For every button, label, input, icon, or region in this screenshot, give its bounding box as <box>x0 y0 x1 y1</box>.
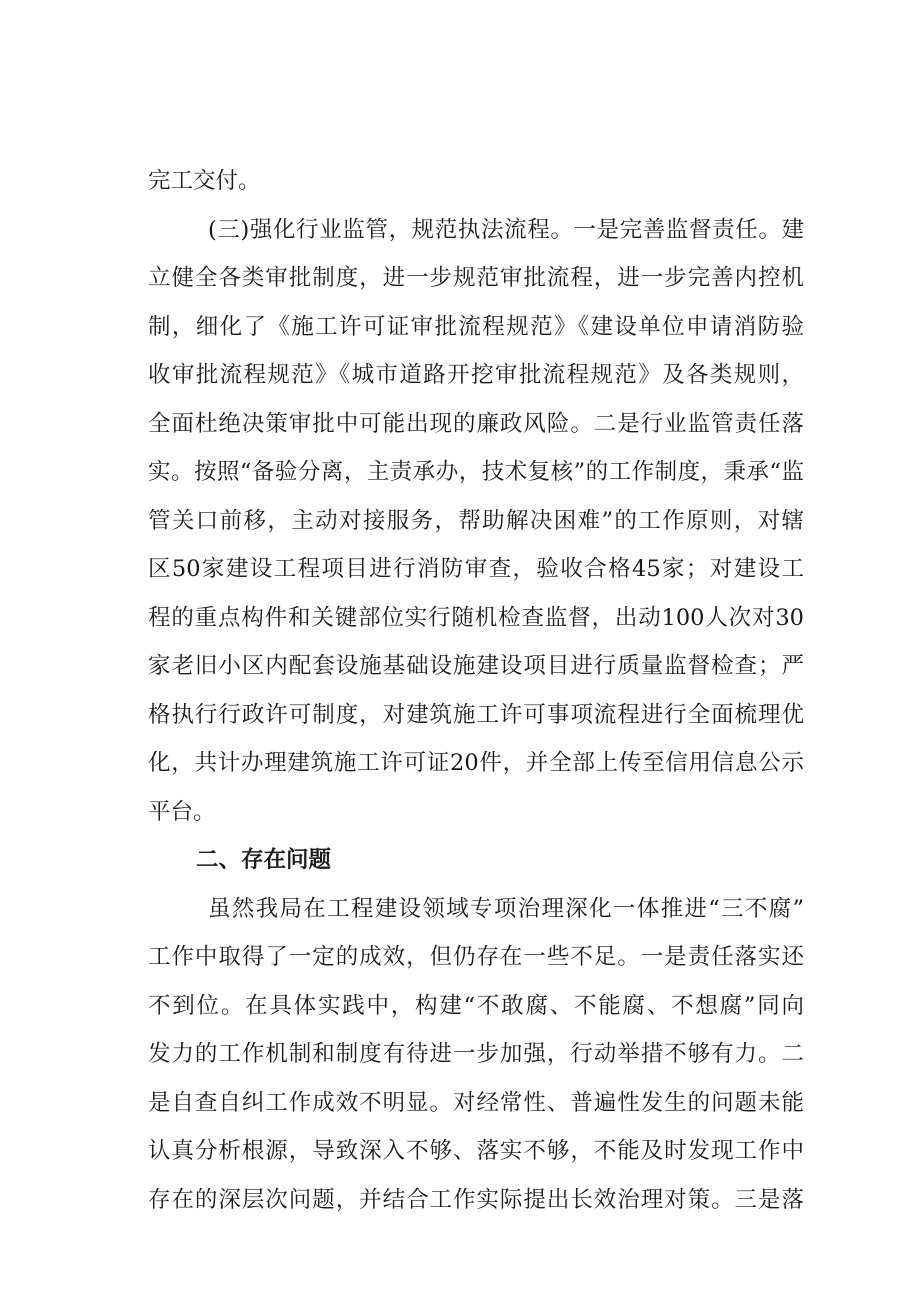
paragraph-line: 平台。 <box>148 798 216 825</box>
paragraph-line: 收审批流程规范》《城市道路开挖审批流程规范》及各类规则， <box>148 362 804 388</box>
paragraph-line: 完工交付。 <box>148 168 261 194</box>
paragraph-line: 是自查自纠工作成效不明显。对经常性、普遍性发生的问题未能 <box>148 1089 804 1116</box>
paragraph-line: 存在的深层次问题，并结合工作实际提出长效治理对策。三是落 <box>148 1186 804 1213</box>
paragraph-line: 全面杜绝决策审批中可能出现的廉政风险。二是行业监管责任落 <box>148 410 804 437</box>
paragraph-line: 虽然我局在工程建设领域专项治理深化一体推进“三不腐” <box>208 895 804 922</box>
paragraph-line: 制，细化了《施工许可证审批流程规范》《建设单位申请消防验 <box>148 313 804 340</box>
paragraph-line: 管关口前移，主动对接服务，帮助解决困难”的工作原则，对辖 <box>148 507 804 534</box>
paragraph-line: 实。按照“备验分离，主责承办，技术复核”的工作制度，秉承“监 <box>148 459 804 485</box>
paragraph-line: 不到位。在具体实践中，构建“不敢腐、不能腐、不想腐”同向 <box>148 992 804 1019</box>
paragraph-line: 格执行行政许可制度，对建筑施工许可事项流程进行全面梳理优 <box>148 701 804 728</box>
section-heading: 二、存在问题 <box>196 847 332 873</box>
paragraph-line: 立健全各类审批制度，进一步规范审批流程，进一步完善内控机 <box>148 265 804 291</box>
paragraph-line: 程的重点构件和关键部位实行随机检查监督，出动100人次对30 <box>148 604 804 631</box>
document-page <box>148 157 804 1224</box>
paragraph-line: 认真分析根源，导致深入不够、落实不够，不能及时发现工作中 <box>148 1138 804 1164</box>
paragraph-line: (三)强化行业监管，规范执法流程。一是完善监督责任。建 <box>208 216 804 243</box>
paragraph-line: 发力的工作机制和制度有待进一步加强，行动举措不够有力。二 <box>148 1041 804 1067</box>
paragraph-line: 工作中取得了一定的成效，但仍存在一些不足。一是责任落实还 <box>148 944 804 970</box>
paragraph-line: 家老旧小区内配套设施基础设施建设项目进行质量监督检查；严 <box>148 653 804 679</box>
paragraph-line: 化，共计办理建筑施工许可证20件，并全部上传至信用信息公示 <box>148 750 804 776</box>
paragraph-line: 区50家建设工程项目进行消防审查，验收合格45家；对建设工 <box>148 556 804 582</box>
